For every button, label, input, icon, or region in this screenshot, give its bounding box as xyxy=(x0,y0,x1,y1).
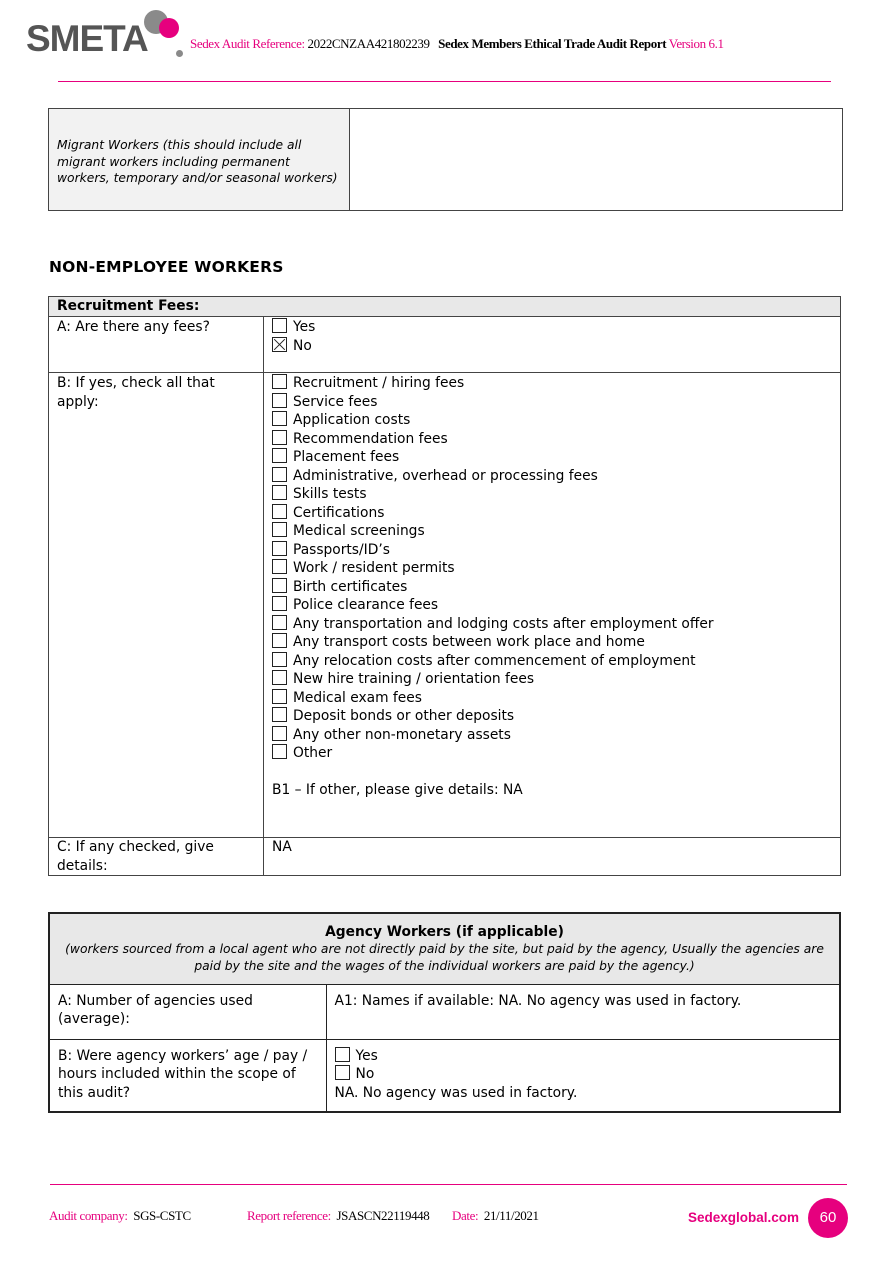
checkbox-label: Any transport costs between work place and home xyxy=(293,634,645,650)
fees-question-label: A: Are there any fees? xyxy=(49,317,264,373)
footer-audit-company xyxy=(49,1208,191,1224)
agency-workers-header xyxy=(49,913,840,984)
migrant-workers-table xyxy=(48,108,843,211)
checkbox-item xyxy=(272,467,832,486)
checkbox-label: Administrative, overhead or processing fees xyxy=(293,467,598,484)
table-row xyxy=(49,297,841,317)
checkbox-icon[interactable] xyxy=(272,430,287,445)
checkbox-item xyxy=(272,374,832,393)
checkbox-item xyxy=(272,578,832,597)
checkbox-label: Certifications xyxy=(293,504,385,521)
checkbox-item xyxy=(272,504,832,523)
fees-types-label: B: If yes, check all that apply: xyxy=(49,373,264,838)
checkbox-label: Other xyxy=(293,745,333,761)
date-value: 21/11/2021 xyxy=(483,1208,539,1223)
checkbox-label: Skills tests xyxy=(293,486,367,502)
checkbox-item xyxy=(272,411,832,430)
checkbox-item xyxy=(272,448,832,467)
logo-pink-dot xyxy=(159,18,179,38)
checkbox-icon[interactable] xyxy=(272,448,287,463)
checkbox-label: No xyxy=(355,1066,375,1082)
fees-types-list xyxy=(272,374,832,763)
checkbox-icon[interactable] xyxy=(272,318,287,333)
audit-company-value: SGS-CSTC xyxy=(133,1208,191,1223)
agencies-count-label: A: Number of agencies used (average): xyxy=(49,984,326,1039)
checkbox-label: Birth certificates xyxy=(293,578,408,595)
table-row xyxy=(49,838,841,876)
checked-box-icon[interactable] xyxy=(272,337,287,352)
logo-small-dot xyxy=(176,50,183,57)
migrant-workers-label: Migrant Workers (this should include all migrant workers including permanent workers, temporary and/or seasonal workers) xyxy=(49,109,350,211)
checkbox-item xyxy=(272,744,832,763)
agency-workers-title: Agency Workers (if applicable) xyxy=(325,924,564,940)
fees-types-cell xyxy=(264,373,841,838)
checkbox-icon[interactable] xyxy=(335,1047,350,1062)
checkbox-label: Any relocation costs after commencement of employment xyxy=(293,652,696,669)
checkbox-label: Yes xyxy=(293,319,316,335)
fees-yes-no-list xyxy=(272,318,832,355)
report-reference-label: Report reference: xyxy=(247,1208,331,1223)
checkbox-icon[interactable] xyxy=(272,559,287,574)
checkbox-item xyxy=(272,318,832,337)
agency-scope-cell xyxy=(326,1039,840,1112)
checkbox-label: New hire training / orientation fees xyxy=(293,671,535,687)
checkbox-icon[interactable] xyxy=(272,374,287,389)
agency-names-text: A1: Names if available: NA. No agency was used in factory. xyxy=(326,984,840,1039)
migrant-workers-value xyxy=(350,109,843,211)
table-row xyxy=(49,373,841,838)
checkbox-item xyxy=(272,485,832,504)
checkbox-item xyxy=(272,689,832,708)
checked-details-label: C: If any checked, give details: xyxy=(49,838,264,876)
audit-ref-label: Sedex Audit Reference: xyxy=(190,36,305,51)
table-row xyxy=(49,984,840,1039)
checkbox-icon[interactable] xyxy=(272,467,287,482)
checkbox-label: Placement fees xyxy=(293,449,400,465)
checkbox-icon[interactable] xyxy=(272,615,287,630)
checkbox-label: Service fees xyxy=(293,393,378,410)
footer-report-reference xyxy=(247,1208,429,1224)
checkbox-item xyxy=(272,633,832,652)
checkbox-item xyxy=(335,1047,832,1066)
checkbox-item xyxy=(272,670,832,689)
checkbox-label: Recruitment / hiring fees xyxy=(293,375,465,391)
checkbox-icon[interactable] xyxy=(272,393,287,408)
checkbox-label: Deposit bonds or other deposits xyxy=(293,708,515,724)
checkbox-icon[interactable] xyxy=(272,504,287,519)
checkbox-item xyxy=(272,541,832,560)
checkbox-item xyxy=(272,652,832,671)
checked-details-value: NA xyxy=(264,838,841,876)
footer-divider xyxy=(50,1184,847,1185)
header-reference-line xyxy=(190,36,724,52)
table-row xyxy=(49,109,843,211)
smeta-logo xyxy=(26,6,186,62)
checkbox-label: Medical screenings xyxy=(293,523,425,539)
checkbox-icon[interactable] xyxy=(272,652,287,667)
checkbox-item xyxy=(272,559,832,578)
sedex-site-link[interactable]: Sedexglobal.com xyxy=(688,1210,800,1225)
agency-scope-label: B: Were agency workers’ age / pay / hours included within the scope of this audit? xyxy=(49,1039,326,1112)
fees-question-options xyxy=(264,317,841,373)
report-version: Version 6.1 xyxy=(668,36,724,51)
table-row xyxy=(49,913,840,984)
checkbox-label: Passports/ID’s xyxy=(293,541,390,558)
checkbox-icon[interactable] xyxy=(272,522,287,537)
recruitment-fees-header: Recruitment Fees: xyxy=(49,297,841,317)
agency-workers-subtitle: (workers sourced from a local agent who are not directly paid by the site, but paid by the agency, Usually the agencies are paid by the site and the wages of the individual workers are paid by the agency.) xyxy=(65,942,824,973)
checkbox-label: No xyxy=(293,337,312,354)
agency-workers-table xyxy=(48,912,841,1113)
checkbox-label: Recommendation fees xyxy=(293,430,448,447)
agency-yes-no-list xyxy=(335,1047,832,1084)
checkbox-label: Medical exam fees xyxy=(293,689,422,706)
checkbox-item xyxy=(272,596,832,615)
checkbox-label: Police clearance fees xyxy=(293,597,439,613)
checkbox-icon[interactable] xyxy=(272,596,287,611)
report-reference-value: JSASCN22119448 xyxy=(336,1208,430,1223)
checkbox-icon[interactable] xyxy=(272,578,287,593)
checkbox-label: Work / resident permits xyxy=(293,560,455,576)
checkbox-item xyxy=(272,707,832,726)
header-divider xyxy=(58,81,831,82)
checkbox-item xyxy=(272,430,832,449)
checkbox-icon[interactable] xyxy=(272,541,287,556)
checkbox-icon[interactable] xyxy=(272,633,287,648)
agency-scope-note: NA. No agency was used in factory. xyxy=(334,1084,578,1101)
checkbox-item xyxy=(272,337,832,356)
checkbox-label: Yes xyxy=(355,1047,378,1064)
checkbox-icon[interactable] xyxy=(272,744,287,759)
checkbox-icon[interactable] xyxy=(272,670,287,685)
logo-text: SMETA xyxy=(26,18,148,59)
audit-company-label: Audit company: xyxy=(49,1208,128,1223)
checkbox-item xyxy=(272,522,832,541)
checkbox-item xyxy=(335,1065,832,1084)
date-label: Date: xyxy=(452,1208,479,1223)
footer-date xyxy=(452,1208,539,1224)
section-title: NON-EMPLOYEE WORKERS xyxy=(49,258,284,276)
checkbox-item xyxy=(272,726,832,745)
checkbox-label: Application costs xyxy=(293,412,411,428)
checkbox-icon[interactable] xyxy=(272,411,287,426)
checkbox-item xyxy=(272,393,832,412)
other-details-text: B1 – If other, please give details: NA xyxy=(272,781,523,798)
checkbox-icon[interactable] xyxy=(272,726,287,741)
page-number-badge: 60 xyxy=(808,1198,848,1238)
checkbox-item xyxy=(272,615,832,634)
table-row xyxy=(49,317,841,373)
checkbox-label: Any transportation and lodging costs after employment offer xyxy=(293,615,714,632)
checkbox-icon[interactable] xyxy=(272,707,287,722)
table-row xyxy=(49,1039,840,1112)
checkbox-icon[interactable] xyxy=(272,689,287,704)
audit-ref-value: 2022CNZAA421802239 xyxy=(307,36,430,51)
checkbox-label: Any other non-monetary assets xyxy=(293,726,511,743)
checkbox-icon[interactable] xyxy=(272,485,287,500)
report-title: Sedex Members Ethical Trade Audit Report xyxy=(438,36,667,51)
checkbox-icon[interactable] xyxy=(335,1065,350,1080)
recruitment-fees-table xyxy=(48,296,841,876)
